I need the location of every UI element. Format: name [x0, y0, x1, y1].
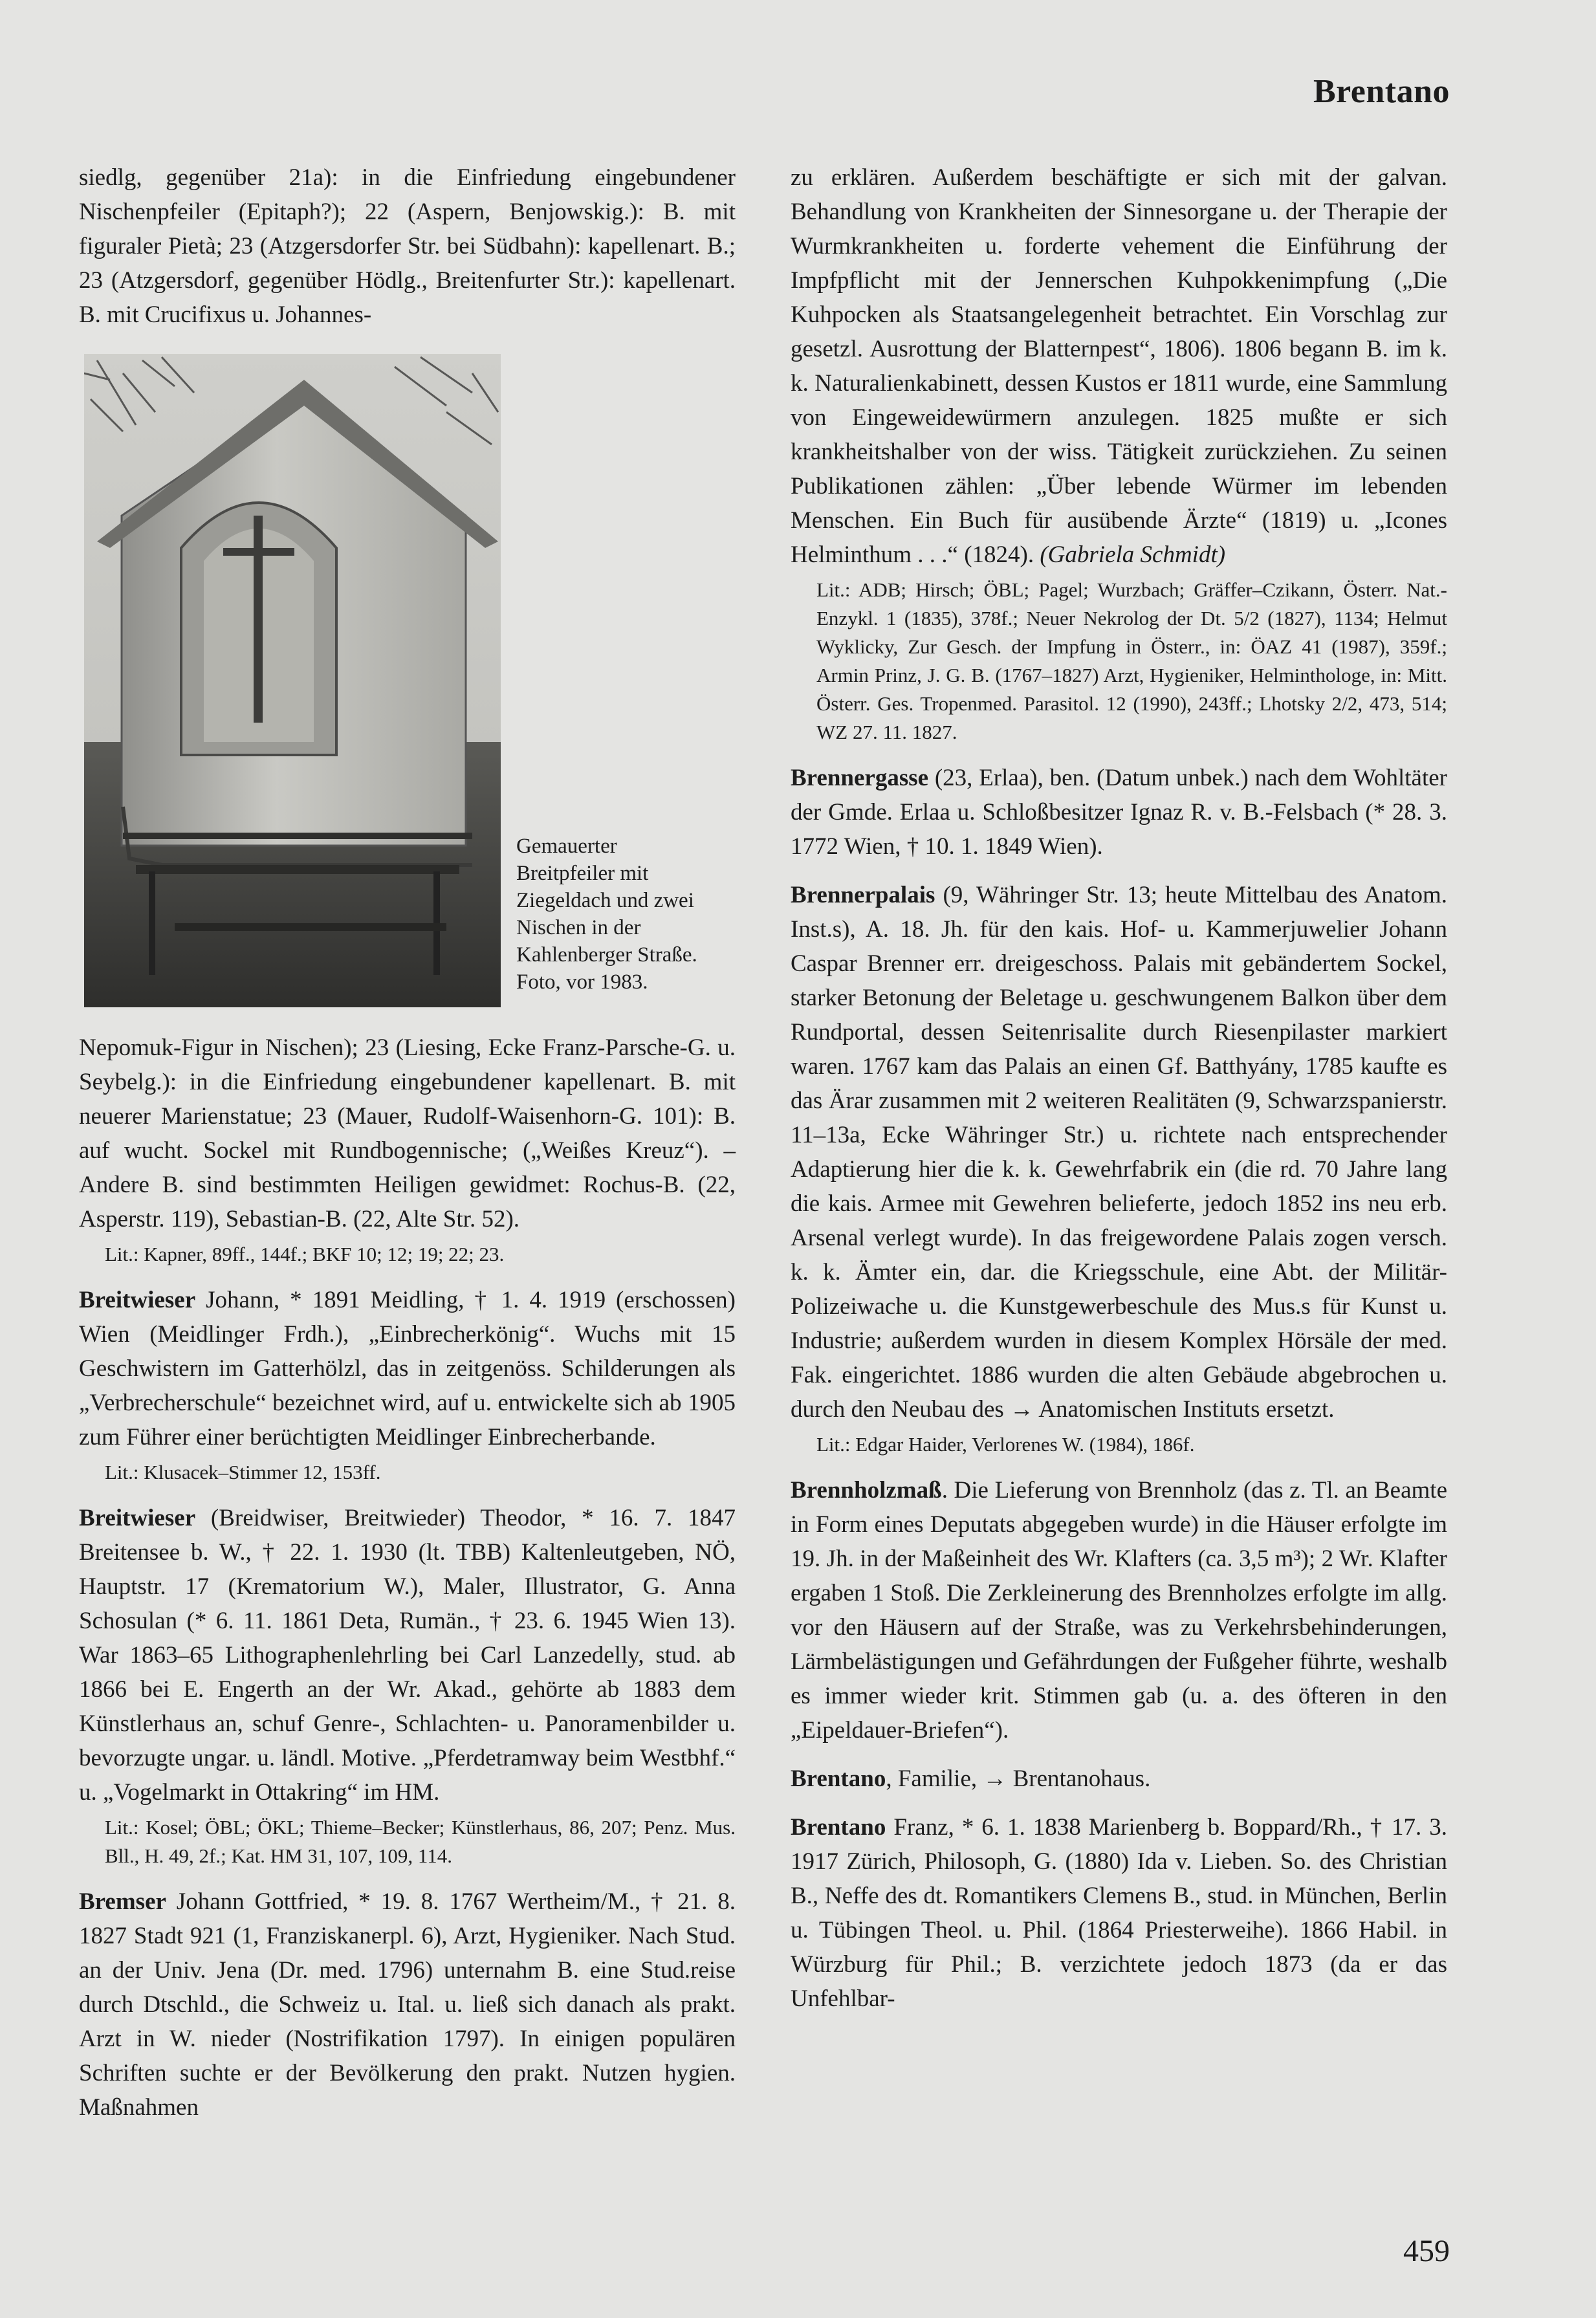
- left-column: [79, 160, 736, 2125]
- caption-line: Ziegeldach und zwei: [516, 889, 694, 912]
- entry-text: . Die Lieferung von Brennholz (das z. Tl. an Beamte in Form eines Deputats abgegeben wurde) in die Häuser erfolgte im 19. Jh. in der Maßeinheit des Wr. Klafters (ca. 3,5 m³); 2 Wr. Klafter ergaben 1 Stoß. Die Zerkleinerung des Brennholzes erfolgte im allg. vor den Häusern auf der Straße, was zu Verkehrsbehinderungen, Lärmbelästigungen und Gefährdungen der Fußgeher führte, weshalb es immer wieder krit. Stimmen gab (u. a. des öfteren in den „Eipeldauer-Briefen“).: [791, 1477, 1447, 1744]
- entry-headword: Brentano: [791, 1814, 886, 1841]
- entry-brennergasse: [791, 761, 1447, 864]
- caption-line: Gemauerter: [516, 835, 617, 858]
- right-column: [791, 160, 1447, 2016]
- left-continuation-paragraph: Nepomuk-Figur in Nischen); 23 (Liesing, Ecke Franz-Parsche-G. u. Seybelg.): in die Einfriedung eingebundener kapellenart. B. mit neuerer Marienstatue; 23 (Mauer, Rudolf-Waisenhorn-G. 101): B. auf wucht. Sockel mit Rundbogennische; („Weißes Kreuz“). – Andere B. sind bestimmten Heiligen gewidmet: Rochus-B. (22, Asperstr. 119), Sebastian-B. (22, Alte Str. 52).: [79, 1034, 736, 1232]
- caption-line: Nischen in der: [516, 916, 641, 939]
- entry-text: Franz, * 6. 1. 1838 Marienberg b. Boppard/Rh., † 17. 3. 1917 Zürich, Philosoph, G. (1880) Ida v. Lieben. So. des Christian B., Neffe des dt. Romantikers Clemens B., stud. in München, Berlin u. Tübingen Theol. u. Phil. (1864 Priesterweihe). 1866 Habil. in Würzburg für Phil.; B. verzichtete jedoch 1873 (da er das Unfehlbar-: [791, 1814, 1447, 2012]
- entry-brennerpalais: [791, 878, 1447, 1427]
- entry-headword: Brennergasse: [791, 765, 929, 791]
- right-continuation-paragraph: [791, 160, 1447, 572]
- figure-bildstock: [79, 354, 736, 1019]
- caption-line: Breitpfeiler mit: [516, 862, 649, 885]
- caption-line: Foto, vor 1983.: [516, 970, 648, 994]
- running-head: Brentano: [1313, 73, 1450, 110]
- entry-text: Johann, * 1891 Meidling, † 1. 4. 1919 (erschossen) Wien (Meidlinger Frdh.), „Einbrecherkönig“. Wuchs mit 15 Geschwistern im Gatterhölzl, das in zeitgenöss. Schilderungen als „Verbrecherschule“ bezeichnet wird, auf u. entwickelte sich ab 1905 zum Führer einer berüchtigten Meidlinger Einbrecherbande.: [79, 1287, 736, 1450]
- page-number: 459: [1403, 2234, 1450, 2268]
- entry-headword: Breitwieser: [79, 1287, 196, 1313]
- literature-note: Lit.: Kosel; ÖBL; ÖKL; Thieme–Becker; Künstlerhaus, 86, 207; Penz. Mus. Bll., H. 49, 2f.; Kat. HM 31, 107, 109, 114.: [105, 1816, 736, 1867]
- continuation-text: zu erklären. Außerdem beschäftigte er sich mit der galvan. Behandlung von Krankheiten der Sinnesorgane u. der Therapie der Wurmkrankheiten u. forderte vehement die Einführung der Impfpflicht mit der Jennerschen Kuhpokkenimpfung („Die Kuhpocken als Staatsangelegenheit betrachtet. Ein Vorschlag zur gesetzl. Ausrottung der Blatternpest“, 1806). 1806 begann B. im k. k. Naturalienkabinett, dessen Kustos er 1811 wurde, eine Sammlung von Eingeweidewürmern anzulegen. 1825 mußte er sich krankheitshalber von der wiss. Tätigkeit zurückziehen. Zu seinen Publikationen zählen: „Über lebende Würmer im lebenden Menschen. Ein Buch für ausübende Ärzte“ (1819) u. „Icones Helminthum . . .“ (1824).: [791, 164, 1447, 568]
- entry-bremser: [79, 1885, 736, 2125]
- entry-text: (9, Währinger Str. 13; heute Mittelbau des Anatom. Inst.s), A. 18. Jh. für den kais. Hof- u. Kammerjuwelier Johann Caspar Brenner err. dreigeschoss. Palais mit gebändertem Sockel, starker Betonung der Beletage u. geschwungenem Balkon über dem Rundportal, dessen Seitenrisalite durch Riesenpilaster markiert waren. 1767 kam das Palais an einen Gf. Batthyány, 1785 kaufte es das Ärar zusammen mit 2 weiteren Realitäten (9, Schwarzspanierstr. 11–13a, Ecke Währinger Str.) u. richtete nach entsprechender Adaptierung hier die k. k. Gewehrfabrik ein (die rd. 70 Jahre lang die kais. Armee mit Gewehren belieferte, jedoch 1852 ins neu erb. Arsenal verlegt wurde). In das freigewordene Palais zogen versch. k. k. Ämter ein, dar. die Kriegsschule, eine Abt. der Militär-Polizeiwache u. die Kunstgewerbeschule des Mus.s für Kunst u. Industrie; außerdem wurden in diesem Komplex Hörsäle der med. Fak. eingerichtet. 1886 wurden die alten Gebäude abgebrochen u. durch den Neubau des → Anatomischen Instituts ersetzt.: [791, 882, 1447, 1423]
- figure-caption: [516, 833, 736, 996]
- entry-headword: Brennholzmaß: [791, 1477, 942, 1503]
- entry-breitwieser-johann: [79, 1283, 736, 1454]
- entry-headword: Brentano: [791, 1766, 886, 1792]
- entry-brentano-familie: [791, 1762, 1447, 1796]
- entry-brennholzmass: [791, 1473, 1447, 1747]
- photo-wayside-shrine: [84, 354, 501, 1007]
- literature-note: Lit.: Klusacek–Stimmer 12, 153ff.: [105, 1461, 381, 1483]
- entry-text: (23, Erlaa), ben. (Datum unbek.) nach dem Wohltäter der Gmde. Erlaa u. Schloßbesitzer Ignaz R. v. B.-Felsbach (* 28. 3. 1772 Wien, † 10. 1. 1849 Wien).: [791, 765, 1447, 860]
- caption-line: Kahlenberger Straße.: [516, 943, 697, 967]
- entry-headword: Brennerpalais: [791, 882, 935, 908]
- literature-note: Lit.: ADB; Hirsch; ÖBL; Pagel; Wurzbach; Gräffer–Czikann, Österr. Nat.-Enzykl. 1 (1835), 378f.; Neuer Nekrolog der Dt. 5/2 (1827), 1134; Helmut Wyklicky, Zur Gesch. der Impfung in Österr., in: ÖAZ 41 (1987), 359f.; Armin Prinz, J. G. B. (1767–1827) Arzt, Hygieniker, Helminthologe, in: Mitt. Österr. Ges. Tropenmed. Parasitol. 12 (1990), 243ff.; Lhotsky 2/2, 473, 514; WZ 27. 11. 1827.: [816, 578, 1447, 743]
- left-intro-paragraph: siedlg, gegenüber 21a): in die Einfriedung eingebundener Nischenpfeiler (Epitaph?); 22 (Aspern, Benjowskig.): B. mit figuraler Pietà; 23 (Atzgersdorfer Str. bei Südbahn): kapellenart. B.; 23 (Atzgersdorf, gegenüber Hödlg., Breitenfurter Str.): kapellenart. B. mit Crucifixus u. Johannes-: [79, 164, 736, 328]
- author-signature: (Gabriela Schmidt): [1040, 541, 1226, 568]
- entry-text: Johann Gottfried, * 19. 8. 1767 Wertheim/M., † 21. 8. 1827 Stadt 921 (1, Franziskanerpl. 6), Arzt, Hygieniker. Nach Stud. an der Univ. Jena (Dr. med. 1796) unternahm B. eine Stud.reise durch Dtschld., die Schweiz u. Ital. u. ließ sich danach als prakt. Arzt in W. nieder (Nostrifikation 1797). In einigen populären Schriften suchte er der Bevölkerung den prakt. Nutzen hygien. Maßnahmen: [79, 1888, 736, 2121]
- entry-brentano-franz: [791, 1810, 1447, 2016]
- literature-note: Lit.: Kapner, 89ff., 144f.; BKF 10; 12; 19; 22; 23.: [105, 1243, 505, 1265]
- entry-headword: Bremser: [79, 1888, 166, 1915]
- entry-breitwieser-theodor: [79, 1501, 736, 1810]
- entry-text: (Breidwiser, Breitwieder) Theodor, * 16. 7. 1847 Breitensee b. W., † 22. 1. 1930 (lt. TBB) Kaltenleutgeben, NÖ, Hauptstr. 17 (Krematorium W.), Maler, Illustrator, G. Anna Schosulan (* 6. 11. 1861 Deta, Rumän., † 23. 6. 1945 Wien 13). War 1863–65 Lithographenlehrling bei Carl Lanzedelly, stud. ab 1866 bei E. Engerth an der Wr. Akad., gehörte ab 1883 dem Künstlerhaus an, schuf Genre-, Schlachten- u. Panoramenbilder u. bevorzugte ungar. u. ländl. Motive. „Pferdetramway beim Westbhf.“ u. „Vogelmarkt in Ottakring“ im HM.: [79, 1505, 736, 1806]
- literature-note: Lit.: Edgar Haider, Verlorenes W. (1984), 186f.: [816, 1433, 1195, 1456]
- entry-text: , Familie, → Brentanohaus.: [886, 1766, 1151, 1792]
- entry-headword: Breitwieser: [79, 1505, 196, 1531]
